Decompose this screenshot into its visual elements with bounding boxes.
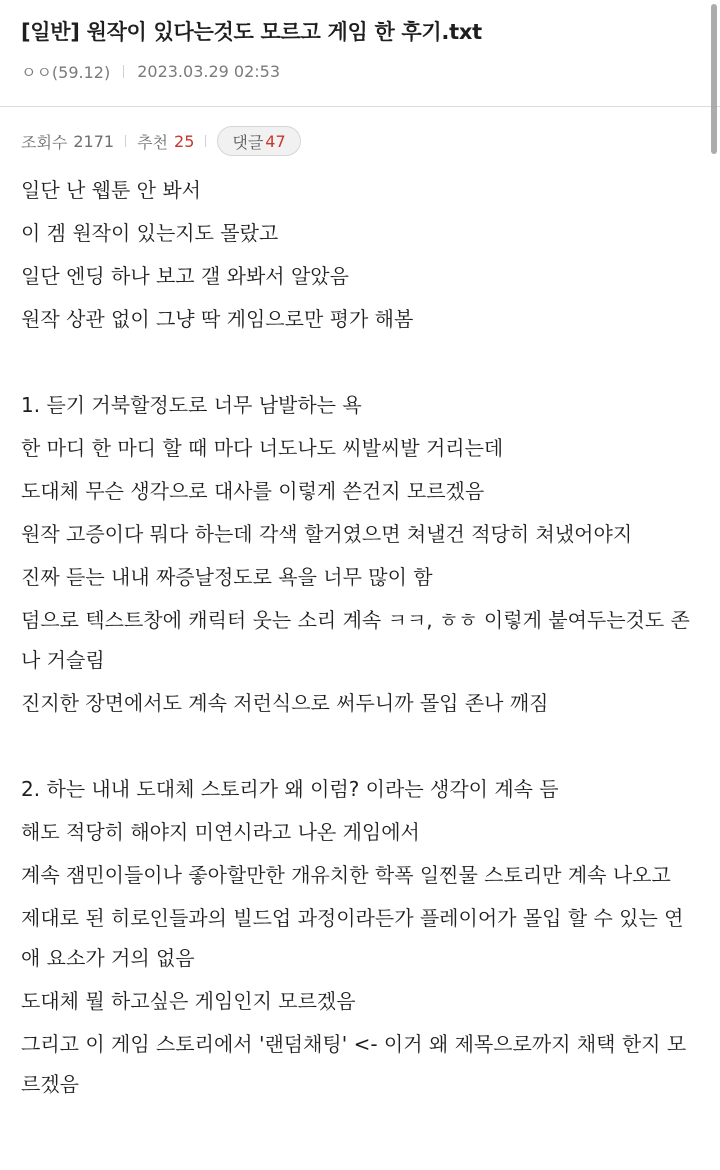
post-stats	[21, 126, 301, 156]
body-line: 도대체 무슨 생각으로 대사를 이렇게 쓴건지 모르겠음	[21, 479, 485, 503]
body-line: 일단 엔딩 하나 보고 갤 와봐서 알았음	[21, 264, 349, 288]
post-datetime: 2023.03.29 02:53	[137, 62, 281, 81]
body-line: 제대로 된 히로인들과의 빌드업 과정이라든가 플레이어가 몰입 할 수 있는 연애 요소가 거의 없음	[21, 906, 684, 970]
body-line: 해도 적당히 해야지 미연시라고 나온 게임에서	[21, 820, 420, 844]
body-line: 2. 하는 내내 도대체 스토리가 왜 이럼? 이라는 생각이 계속 듬	[21, 777, 559, 801]
recommend-count: 25	[174, 131, 195, 151]
body-line: 도대체 뭘 하고싶은 게임인지 모르겠음	[21, 989, 356, 1013]
body-line: 진짜 듣는 내내 짜증날정도로 욕을 너무 많이 함	[21, 565, 433, 589]
post-meta	[21, 60, 280, 83]
views-count: 2171	[73, 131, 115, 151]
body-line: 원작 상관 없이 그냥 딱 게임으로만 평가 해봄	[21, 307, 414, 331]
stats-divider	[205, 135, 206, 147]
body-line: 계속 잼민이들이나 좋아할만한 개유치한 학폭 일찐물 스토리만 계속 나오고	[21, 863, 671, 887]
comments-label: 댓글	[232, 132, 264, 152]
views-label: 조회수	[21, 132, 68, 152]
body-line: 일단 난 웹툰 안 봐서	[21, 178, 201, 202]
recommend-label: 추천	[137, 132, 169, 152]
blank-line	[21, 726, 701, 769]
author-name[interactable]: ㅇㅇ(59.12)	[21, 63, 111, 82]
body-line: 진지한 장면에서도 계속 저런식으로 써두니까 몰입 존나 깨짐	[21, 691, 549, 715]
body-line: 1. 듣기 거북할정도로 너무 남발하는 욕	[21, 393, 362, 417]
post-header	[0, 0, 720, 107]
body-line: 이 겜 원작이 있는지도 몰랐고	[21, 221, 279, 245]
meta-divider	[123, 65, 124, 78]
scrollbar-thumb[interactable]	[711, 4, 717, 154]
blank-line	[21, 342, 701, 385]
stats-divider	[125, 135, 126, 147]
comments-button[interactable]	[217, 126, 300, 156]
body-line: 그리고 이 게임 스토리에서 '랜덤채팅' <- 이거 왜 제목으로까지 채택 한지 모르겠음	[21, 1032, 687, 1096]
post-title: [일반] 원작이 있다는것도 모르고 게임 한 후기.txt	[21, 20, 482, 44]
comments-count: 47	[265, 131, 286, 151]
body-line: 원작 고증이다 뭐다 하는데 각색 할거였으면 쳐낼건 적당히 쳐냈어야지	[21, 522, 633, 546]
body-line: 한 마디 한 마디 할 때 마다 너도나도 씨발씨발 거리는데	[21, 436, 504, 460]
body-line: 덤으로 텍스트창에 캐릭터 웃는 소리 계속 ㅋㅋ, ㅎㅎ 이렇게 붙여두는것도 존나 거슬림	[21, 608, 690, 672]
post-body	[21, 170, 701, 1107]
